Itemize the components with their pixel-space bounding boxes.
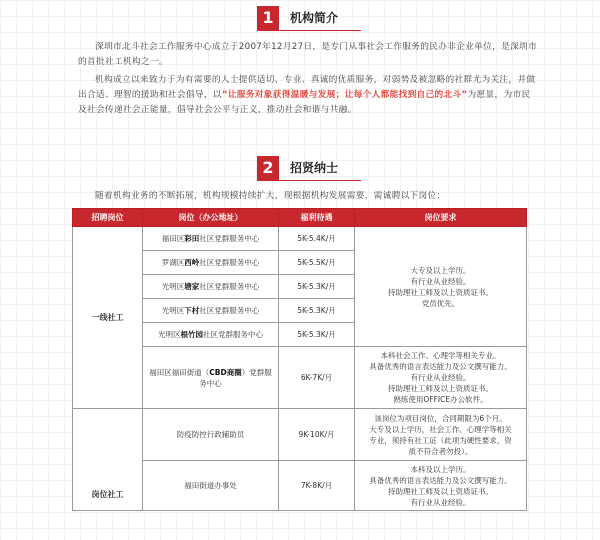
intro-paragraph-1: 深圳市北斗社会工作服务中心成立于2007年12月27日，是专门从事社会工作服务的民办非企业单位，是深圳市的首批社工机构之一。 (78, 42, 538, 67)
requirements-cell: 该岗位为项目岗位，合同期限为6个月。 大专及以上学历，社会工作、心理学等相关 专业，须持有社工证（此项为硬性要求，资 质不符合者勿投）。 (355, 409, 527, 461)
intro-paragraph-2 (78, 73, 538, 118)
section-title: 机构简介 (290, 11, 339, 25)
section-underline (257, 30, 361, 31)
requirements-cell: 本科社会工作、心理学等相关专业。 具备优秀的语言表达能力及公文撰写能力。 有行业从业经验。 持助理社工师及以上资质证书。 熟练使用OFFICE办公软件。 (355, 347, 527, 409)
section-underline (257, 180, 361, 181)
pay-cell: 5K-5.4K/月 (279, 227, 355, 251)
recruit-intro: 随着机构业务的不断拓展，机构规模持续扩大，现根据机构发展需要，需诚聘以下岗位： (95, 191, 446, 201)
position-cell: 光明区下村社区党群服务中心 (143, 299, 279, 323)
pay-cell: 5K-5.3K/月 (279, 299, 355, 323)
header-pay: 福利待遇 (279, 209, 355, 227)
position-cell: 罗湖区西岭社区党群服务中心 (143, 251, 279, 275)
requirements-cell: 大专及以上学历。 有行业从业经验。 持助理社工师及以上资质证书。 党员优先。 (355, 227, 527, 347)
pay-cell: 5K-5.3K/月 (279, 323, 355, 347)
paragraph-text: 机构成立以来致力于为有需要的人士提供适切、专业、真诚的优质服务，对弱势及被忽略的社群尤为关注，并做出合适、理智的援助和社会倡导，以 (78, 75, 536, 100)
section-number-badge: 1 (257, 6, 279, 30)
section-header-recruit (0, 156, 600, 180)
section-title: 招贤纳士 (290, 161, 339, 175)
pay-cell: 5K-5.5K/月 (279, 251, 355, 275)
header-position: 招聘岗位 (73, 209, 143, 227)
paragraph-text: 为愿景，为市民及社会传递社会正能量，倡导社会公平与正义，推动社会和谐与共融。 (78, 90, 531, 115)
table-row (73, 409, 527, 461)
position-cell: 光明区塘家社区党群服务中心 (143, 275, 279, 299)
pay-cell: 9K-10K/月 (279, 409, 355, 461)
pay-cell: 7K-8K/月 (279, 461, 355, 511)
position-cell: 福田街道办事处 (143, 461, 279, 511)
category-frontline: 一线社工 (73, 227, 143, 409)
requirements-cell: 本科及以上学历。 具备优秀的语言表达能力及公文撰写能力。 持助理社工师及以上资质证书。 有行业从业经验。 (355, 461, 527, 511)
table-row (73, 227, 527, 251)
vision-highlight: “让服务对象获得温暖与发展；让每个人都能找到自己的北斗” (221, 90, 468, 100)
position-cell: 防疫防控行政辅助员 (143, 409, 279, 461)
job-table (72, 208, 527, 511)
table-header-row (73, 209, 527, 227)
position-cell: 福田区福田街道（CBD商圈）党群服务中心 (143, 347, 279, 409)
pay-cell: 6K-7K/月 (279, 347, 355, 409)
pay-cell: 5K-5.3K/月 (279, 275, 355, 299)
category-post: 岗位社工 (73, 409, 143, 511)
position-cell: 光明区根竹园社区党群服务中心 (143, 323, 279, 347)
position-cell: 福田区彩田社区党群服务中心 (143, 227, 279, 251)
section-number-badge: 2 (257, 156, 279, 180)
header-requirements: 岗位要求 (355, 209, 527, 227)
header-office: 岗位（办公地址） (143, 209, 279, 227)
section-header-intro (0, 6, 600, 30)
